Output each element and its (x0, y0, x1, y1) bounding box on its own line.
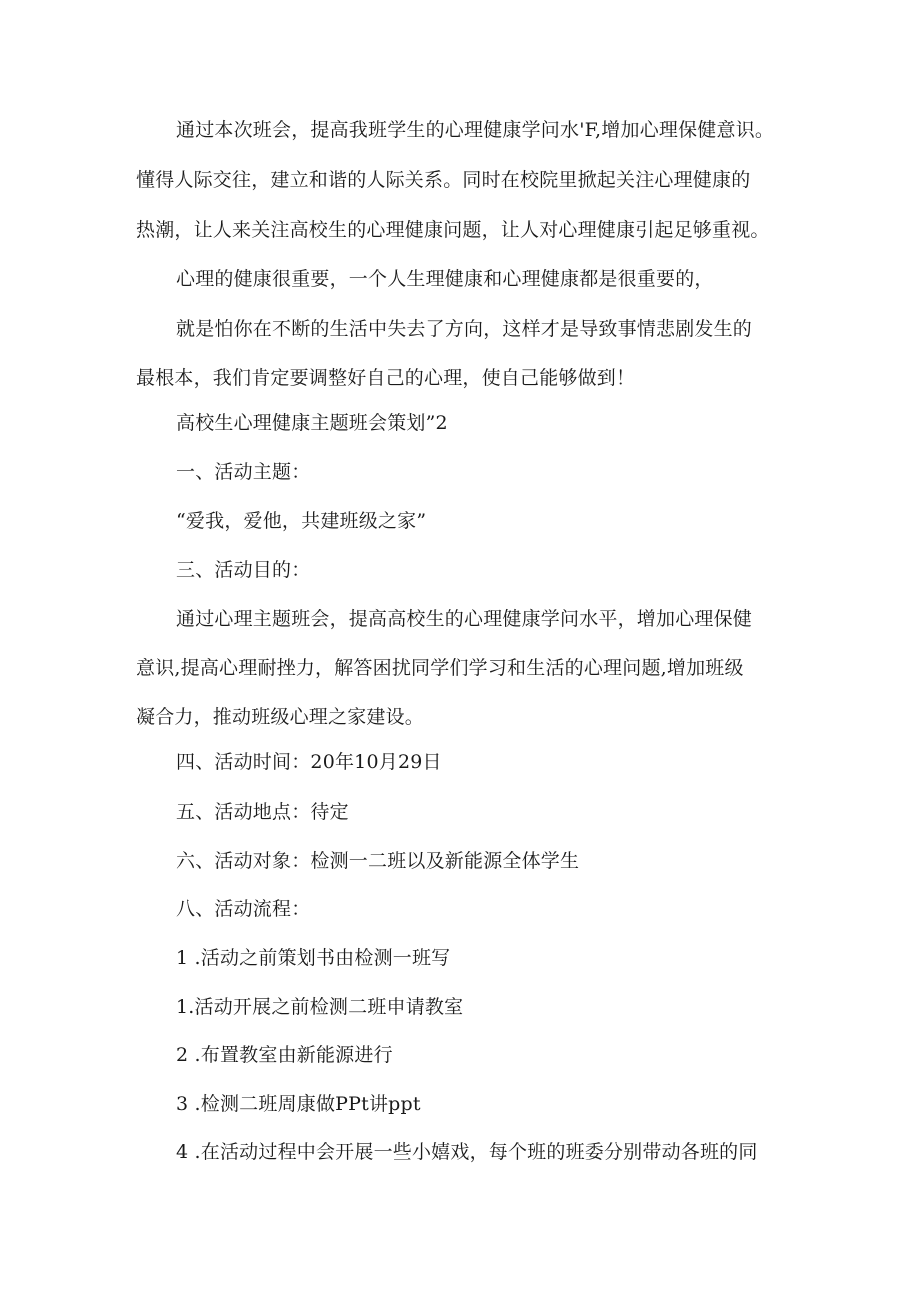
process-step-3: 3 .检测二班周康做PPt讲ppt (176, 1093, 421, 1115)
paragraph-line-1: 通过本次班会，提高我班学生的心理健康学问水'F,增加心理保健意识。 (176, 119, 775, 141)
purpose-line-1: 通过心理主题班会，提高高校生的心理健康学问水平，增加心理保健 (176, 608, 753, 630)
paragraph-line-6: 最根本，我们肯定要调整好自己的心理，使自己能够做到！ (136, 367, 636, 389)
section-heading: 高校生心理健康主题班会策划”2 (176, 412, 448, 434)
paragraph-line-4: 心理的健康很重要，一个人生理健康和心理健康都是很重要的， (176, 268, 714, 290)
activity-theme-value: “爱我，爱他，共建班级之家” (176, 510, 427, 532)
paragraph-line-3: 热潮，让人来关注高校生的心理健康问题，让人对心理健康引起足够重视。 (136, 219, 770, 241)
purpose-line-2: 意识,提高心理耐挫力，解答困扰同学们学习和生活的心理问题,增加班级 (136, 657, 744, 679)
activity-participants: 六、活动对象：检测一二班以及新能源全体学生 (176, 850, 580, 872)
process-step-1: 1 .活动之前策划书由检测一班写 (176, 947, 451, 969)
process-step-1b: 1.活动开展之前检测二班申请教室 (176, 996, 464, 1018)
activity-purpose-label: 三、活动目的： (176, 559, 311, 581)
activity-theme-label: 一、活动主题： (176, 461, 311, 483)
activity-process-label: 八、活动流程： (176, 898, 311, 920)
paragraph-line-2: 懂得人际交往，建立和谐的人际关系。同时在校院里掀起关注心理健康的 (136, 169, 751, 191)
process-step-2: 2 .布置教室由新能源进行 (176, 1044, 393, 1066)
purpose-line-3: 凝合力，推动班级心理之家建设。 (136, 706, 425, 728)
process-step-4: 4 .在活动过程中会开展一些小嬉戏，每个班的班委分别带动各班的同 (176, 1141, 758, 1163)
activity-location: 五、活动地点：待定 (176, 801, 349, 823)
paragraph-line-5: 就是怕你在不断的生活中失去了方向，这样才是导致事情悲剧发生的 (176, 318, 753, 340)
activity-time: 四、活动时间：20年10月29日 (176, 751, 442, 773)
